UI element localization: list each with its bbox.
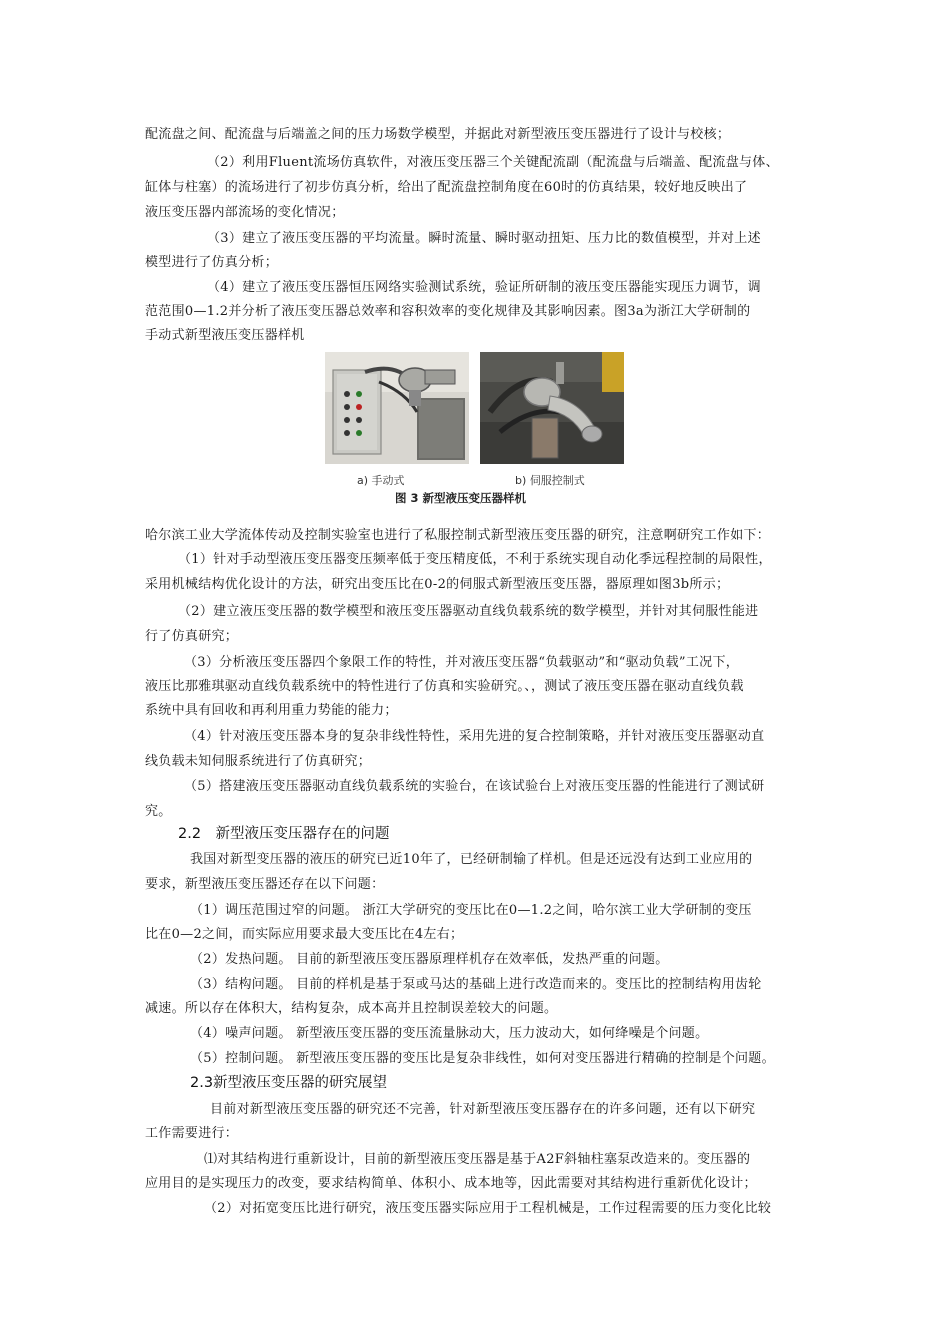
photo-servo-transformer <box>480 352 624 464</box>
text-line: 手动式新型液压变压器样机 <box>145 328 305 343</box>
text-line: 缸体与柱塞）的流场进行了初步仿真分析，给出了配流盘控制角度在60时的仿真结果，较好地反映出了 <box>145 180 748 195</box>
text-line: 模型进行了仿真分析； <box>145 255 279 270</box>
text-line: ⑴对其结构进行重新设计，目前的新型液压变压器是基于A2F斜轴柱塞泵改造来的。变压器的 <box>204 1152 751 1167</box>
section-heading-2-3: 2.3新型液压变压器的研究展望 <box>190 1075 388 1091</box>
text-line: 目前对新型液压变压器的研究还不完善，针对新型液压变压器存在的许多问题，还有以下研究 <box>210 1102 756 1117</box>
text-line: （2）建立液压变压器的数学模型和液压变压器驱动直线负载系统的数学模型，并针对其伺服性能进 <box>178 604 759 619</box>
caption-b: b) 伺服控制式 <box>515 474 585 487</box>
text-line: 线负载未知伺服系统进行了仿真研究； <box>145 754 372 769</box>
text-line: （2）发热问题。 目前的新型液压变压器原理样机存在效率低，发热严重的问题。 <box>190 952 669 967</box>
text-line: 范范围0—1.2并分析了液压变压器总效率和容积效率的变化规律及其影响因素。图3a为浙江大学研制的 <box>145 304 751 319</box>
text-line: 配流盘之间、配流盘与后端盖之间的压力场数学模型，并据此对新型液压变压器进行了设计与校核； <box>145 127 731 142</box>
text-line: （2）利用Fluent流场仿真软件，对液压变压器三个关键配流副（配流盘与后端盖、配流盘与体、 <box>207 155 779 170</box>
text-line: 采用机械结构优化设计的方法，研究出变压比在0-2的伺服式新型液压变压器，器原理如图3b所示； <box>145 577 730 592</box>
text-line: （2）对拓宽变压比进行研究，液压变压器实际应用于工程机械是，工作过程需要的压力变化比较 <box>204 1201 772 1216</box>
text-line: 我国对新型变压器的液压的研究已近10年了，已经研制输了样机。但是还远没有达到工业应用的 <box>190 852 753 867</box>
text-line: （1）调压范围过窄的问题。 浙江大学研究的变压比在0—1.2之间，哈尔滨工业大学研制的变压 <box>190 903 752 918</box>
text-line: 系统中具有回收和再利用重力势能的能力； <box>145 703 398 718</box>
text-line: 液压比那雅琪驱动直线负载系统中的特性进行了仿真和实验研究。、，测试了液压变压器在驱动直线负载 <box>145 679 744 694</box>
text-line: 要求，新型液压变压器还存在以下问题： <box>145 877 385 892</box>
text-line: （4）建立了液压变压器恒压网络实验测试系统，验证所研制的液压变压器能实现压力调节，调 <box>207 280 761 295</box>
text-line: 减速。所以存在体积大，结构复杂，成本高并且控制误差较大的问题。 <box>145 1001 558 1016</box>
text-line: 液压变压器内部流场的变化情况； <box>145 205 345 220</box>
photo-manual-transformer <box>325 352 469 464</box>
text-line: （5）搭建液压变压器驱动直线负载系统的实验台，在该试验台上对液压变压器的性能进行了测试研 <box>184 779 765 794</box>
text-line: （5）控制问题。 新型液压变压器的变压比是复杂非线性，如何对变压器进行精确的控制是个问题。 <box>190 1051 775 1066</box>
text-line: 比在0—2之间，而实际应用要求最大变压比在4左右； <box>145 927 464 942</box>
text-line: 哈尔滨工业大学流体传动及控制实验室也进行了私服控制式新型液压变压器的研究，注意啊研究工作如下： <box>145 528 771 543</box>
figure-title: 图 3 新型液压变压器样机 <box>395 491 527 505</box>
text-line: （3）分析液压变压器四个象限工作的特性，并对液压变压器“负载驱动”和“驱动负载”工况下， <box>184 655 740 670</box>
text-line: 工作需要进行： <box>145 1126 239 1141</box>
text-line: （3）建立了液压变压器的平均流量。瞬时流量、瞬时驱动扭矩、压力比的数值模型，并对上述 <box>207 231 761 246</box>
section-heading-2-2: 2.2 新型液压变压器存在的问题 <box>178 826 390 842</box>
text-line: （3）结构问题。 目前的样机是基于泵或马达的基础上进行改造而来的。变压比的控制结构用齿轮 <box>190 977 762 992</box>
text-line: 应用目的是实现压力的改变，要求结构简单、体积小、成本地等，因此需要对其结构进行重新优化设计； <box>145 1176 757 1191</box>
text-line: 究。 <box>145 804 172 819</box>
text-line: （1）针对手动型液压变压器变压频率低于变压精度低，不利于系统实现自动化季远程控制的局限性， <box>178 552 772 567</box>
text-line: （4）噪声问题。 新型液压变压器的变压流量脉动大，压力波动大，如何绛噪是个问题。 <box>190 1026 709 1041</box>
caption-a: a) 手动式 <box>357 474 405 487</box>
text-line: 行了仿真研究； <box>145 629 239 644</box>
figure-3 <box>325 352 625 507</box>
text-line: （4）针对液压变压器本身的复杂非线性特性，采用先进的复合控制策略，并针对液压变压器驱动直 <box>184 729 765 744</box>
